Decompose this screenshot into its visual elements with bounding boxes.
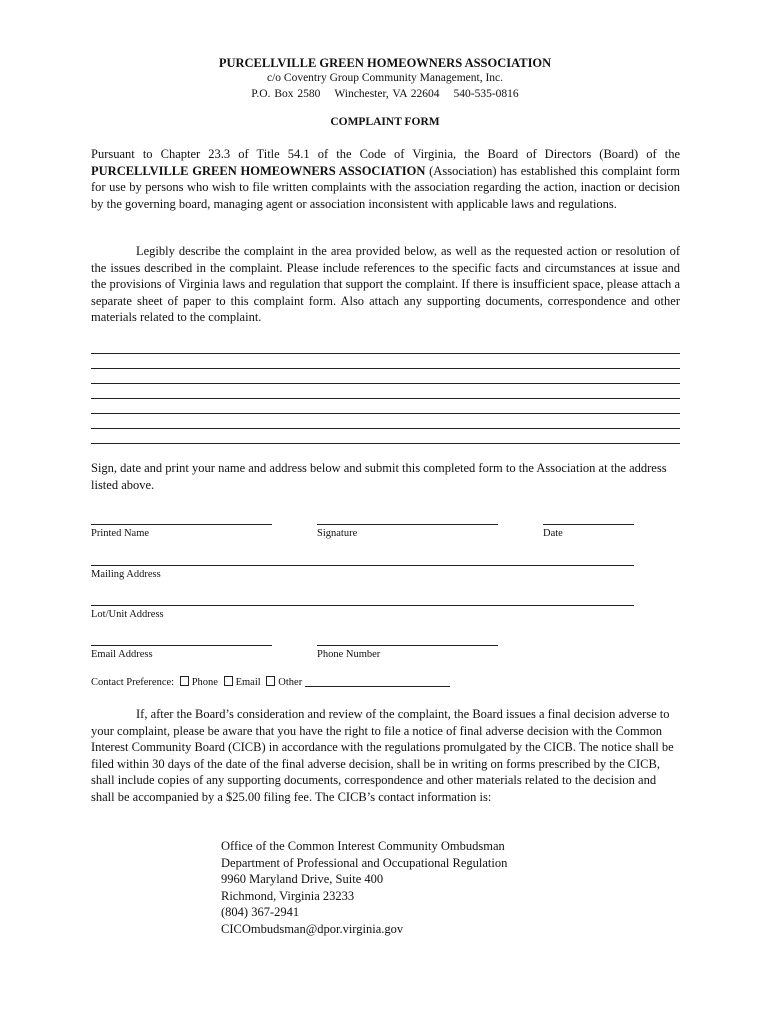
city-state-zip: Winchester, VA 22604 [334, 88, 440, 100]
ombudsman-office: Office of the Common Interest Community Ombudsman [221, 839, 505, 853]
po-box: P.O. Box 2580 [251, 88, 321, 100]
care-of-line: c/o Coventry Group Community Management, Inc. [266, 72, 504, 84]
printed-name-label: Printed Name [91, 528, 150, 539]
ombudsman-contact [221, 838, 507, 937]
complaint-line[interactable] [91, 443, 680, 444]
ombudsman-city: Richmond, Virginia 23233 [221, 888, 355, 903]
signature-field[interactable] [317, 524, 498, 539]
complaint-line[interactable] [91, 398, 680, 399]
other-option-label: Other [278, 677, 303, 688]
mailing-address-label: Mailing Address [91, 569, 161, 580]
form-title: COMPLAINT FORM [330, 116, 440, 128]
mailing-address-line [0, 88, 770, 100]
other-specify-line[interactable] [305, 686, 450, 687]
complaint-line[interactable] [91, 368, 680, 369]
contact-preference [91, 676, 450, 688]
date-field[interactable] [543, 524, 634, 539]
intro-text-b: (Association) has established this complaint form for use by persons who wish to file written complaints with the association regarding the action, inaction or decision by the governing board, managing agent or association inconsistent with applicable laws and regulations. [91, 163, 680, 211]
lot-unit-address-label: Lot/Unit Address [91, 609, 164, 620]
lot-unit-address-field[interactable] [91, 605, 634, 620]
intro-text-a: Pursuant to Chapter 23.3 of Title 54.1 of the Code of Virginia, the Board of Directors (Board) of the [91, 147, 680, 161]
email-address-label: Email Address [91, 649, 153, 660]
other-checkbox[interactable] [266, 676, 275, 686]
email-address-field[interactable] [91, 645, 272, 660]
contact-preference-label: Contact Preference: [91, 677, 175, 688]
email-option-label: Email [235, 677, 261, 688]
describe-instructions: Legibly describe the complaint in the area provided below, as well as the requested action or resolution of the issues described in the complaint. Please include references to the specific facts and circumstances at issue and the provisions of Virginia laws and regulation that support the complaint. If there is insufficient space, please attach a separate sheet of paper to this complaint form. Also attach any supporting documents, correspondence and other materials related to the complaint. [91, 244, 680, 324]
ombudsman-email[interactable]: CICOmbudsman@dpor.virginia.gov [221, 921, 404, 936]
intro-paragraph [91, 146, 680, 212]
mailing-address-field[interactable] [91, 565, 634, 580]
association-phone: 540-535-0816 [453, 88, 519, 100]
date-label: Date [543, 528, 563, 539]
ombudsman-phone: (804) 367-2941 [221, 905, 300, 919]
phone-number-label: Phone Number [317, 649, 381, 660]
ombudsman-department: Department of Professional and Occupational Regulation [221, 855, 508, 870]
final-decision-paragraph: If, after the Board’s consideration and review of the complaint, the Board issues a final decision adverse to your complaint, please be aware that you have the right to file a notice of final adverse decision with the Common Interest Community Board (CICB) in accordance with the regulations promulgated by the CICB. The notice shall be filed within 30 days of the date of the final adverse decision, shall be in writing on forms prescribed by the CICB, shall include copies of any supporting documents, correspondence and other materials related to the decision and shall be accompanied by a $25.00 filing fee. The CICB’s contact information is: [91, 707, 674, 804]
phone-option-label: Phone [191, 677, 218, 688]
sign-instructions: Sign, date and print your name and address below and submit this completed form to the Association at the address listed above. [91, 461, 667, 492]
complaint-line[interactable] [91, 428, 680, 429]
complaint-line[interactable] [91, 383, 680, 384]
complaint-line[interactable] [91, 353, 680, 354]
organization-name: PURCELLVILLE GREEN HOMEOWNERS ASSOCIATION [218, 56, 552, 70]
intro-association-name: PURCELLVILLE GREEN HOMEOWNERS ASSOCIATION [91, 163, 426, 178]
ombudsman-street: 9960 Maryland Drive, Suite 400 [221, 872, 384, 886]
complaint-line[interactable] [91, 413, 680, 414]
phone-checkbox[interactable] [180, 676, 189, 686]
signature-label: Signature [317, 528, 358, 539]
phone-number-field[interactable] [317, 645, 498, 660]
printed-name-field[interactable] [91, 524, 272, 539]
email-checkbox[interactable] [224, 676, 233, 686]
